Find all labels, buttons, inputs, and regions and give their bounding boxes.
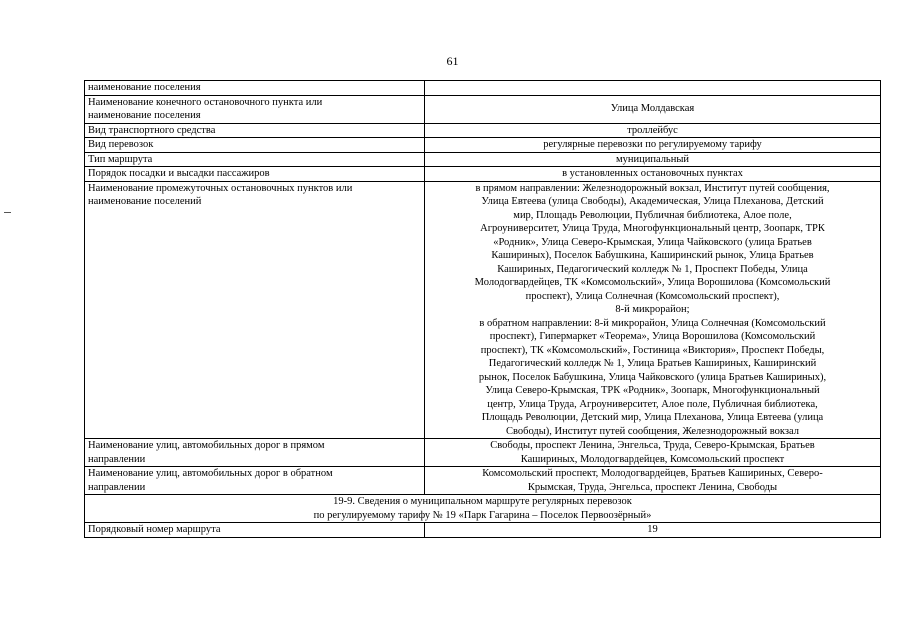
row-value xyxy=(425,95,881,123)
cell-line: Улица Евтеева (улица Свободы), Академическая, Улица Плеханова, Детский xyxy=(481,196,824,207)
table-row xyxy=(85,123,881,138)
cell-line: Тип маршрута xyxy=(88,153,153,165)
table-row xyxy=(85,138,881,153)
row-label: Порядковый номер маршрута xyxy=(85,523,425,538)
row-label xyxy=(85,181,425,439)
table-row xyxy=(85,181,881,439)
cell-line: Наименование промежуточных остановочных пунктов или xyxy=(88,182,353,194)
cell-line: Площадь Революции, Детский мир, Улица Плеханова, Улица Евтеева (улица xyxy=(481,412,824,423)
cell-line: Педагогический колледж № 1, Улица Братьев Кашириных, Каширинский xyxy=(488,358,817,369)
table-row xyxy=(85,467,881,495)
table-row xyxy=(85,152,881,167)
cell-line: Молодогвардейцев, ТК «Комсомольский», Улица Ворошилова (Комсомольский xyxy=(474,277,831,288)
cell-line: муниципальный xyxy=(615,153,690,165)
section-heading-row xyxy=(85,495,881,523)
cell-line: Комсомольский проспект, Молодогвардейцев, Братьев Кашириных, Северо- xyxy=(482,468,823,479)
table-row xyxy=(85,523,881,538)
route-info-table-body xyxy=(85,81,881,538)
row-label xyxy=(85,138,425,153)
route-number: 19 xyxy=(425,523,881,538)
section-heading xyxy=(85,495,881,523)
cell-line: Наименование улиц, автомобильных дорог в прямом xyxy=(88,440,325,451)
cell-line: Крымская, Труда, Энгельса, проспект Ленина, Свободы xyxy=(527,481,778,493)
cell-line: Наименование улиц, автомобильных дорог в обратном xyxy=(88,468,333,479)
margin-mark xyxy=(4,212,11,213)
cell-line: направлении xyxy=(88,453,146,465)
table-row xyxy=(85,439,881,467)
row-value xyxy=(425,181,881,439)
cell-line: проспект), ТК «Комсомольский», Гостиница «Виктория», Проспект Победы, xyxy=(480,344,825,356)
cell-line: в обратном направлении: 8-й микрорайон, Улица Солнечная (Комсомольский xyxy=(479,317,826,329)
cell-line: в прямом направлении: Железнодорожный вокзал, Институт путей сообщения, xyxy=(475,182,830,194)
row-value xyxy=(425,167,881,182)
cell-line: наименование поселения xyxy=(88,110,201,121)
cell-line: Свободы, проспект Ленина, Энгельса, Труда, Северо-Крымская, Братьев xyxy=(490,440,815,451)
cell-line: в установленных остановочных пунктах xyxy=(562,168,743,179)
cell-line: троллейбус xyxy=(627,124,678,136)
route-info-table xyxy=(84,80,881,538)
cell-line: 19-9. Сведения о муниципальном маршруте регулярных перевозок xyxy=(333,496,632,507)
table-row xyxy=(85,81,881,96)
row-label xyxy=(85,467,425,495)
row-label xyxy=(85,167,425,182)
cell-line: Улица Молдавская xyxy=(610,103,695,115)
cell-line: Кашириных, Педагогический колледж № 1, Проспект Победы, Улица xyxy=(497,263,808,275)
row-label xyxy=(85,439,425,467)
row-label xyxy=(85,95,425,123)
row-value xyxy=(425,138,881,153)
row-label xyxy=(85,152,425,167)
cell-line: Агроуниверситет, Улица Труда, Многофункциональный центр, Зоопарк, ТРК xyxy=(480,223,825,234)
cell-line: мир, Площадь Революции, Публичная библиотека, Алое поле, xyxy=(513,209,792,221)
cell-line: проспект), Улица Солнечная (Комсомольский проспект), xyxy=(525,290,780,302)
row-value xyxy=(425,123,881,138)
cell-line: рынок, Поселок Бабушкина, Улица Чайковского (улица Братьев Кашириных), xyxy=(478,371,827,383)
cell-line: Улица Северо-Крымская, ТРК «Родник», Зоопарк, Многофункциональный xyxy=(485,385,820,396)
row-value xyxy=(425,152,881,167)
table-row xyxy=(85,95,881,123)
cell-line: «Родник», Улица Северо-Крымская, Улица Чайковского (улица Братьев xyxy=(493,236,812,248)
cell-line: Порядок посадки и высадки пассажиров xyxy=(88,168,270,179)
cell-line: наименование поселений xyxy=(88,196,202,207)
cell-line: наименование поселения xyxy=(88,82,201,93)
cell-line: проспект), Гипермаркет «Теорема», Улица Ворошилова (Комсомольский xyxy=(489,331,816,342)
row-label xyxy=(85,81,425,96)
row-value xyxy=(425,439,881,467)
cell-line: Кашириных), Поселок Бабушкина, Каширинский рынок, Улица Братьев xyxy=(491,250,814,261)
cell-line: Вид перевозок xyxy=(88,139,154,150)
table-row xyxy=(85,167,881,182)
cell-line: Вид транспортного средства xyxy=(88,124,216,136)
cell-line: центр, Улица Труда, Агроуниверситет, Алое поле, Публичная библиотека, xyxy=(487,398,818,410)
cell-line: 8-й микрорайон; xyxy=(615,304,690,315)
cell-line: Наименование конечного остановочного пункта или xyxy=(88,96,323,108)
row-label xyxy=(85,123,425,138)
cell-line: Свободы), Институт путей сообщения, Железнодорожный вокзал xyxy=(505,425,799,437)
cell-line: направлении xyxy=(88,481,146,493)
page-number: 61 xyxy=(446,54,459,68)
row-value xyxy=(425,467,881,495)
cell-line: регулярные перевозки по регулируемому тарифу xyxy=(543,139,762,150)
row-value xyxy=(425,81,881,96)
cell-line: по регулируемому тарифу № 19 «Парк Гагарина – Поселок Первоозёрный» xyxy=(313,509,652,521)
cell-line: Кашириных, Молодогвардейцев, Комсомольский проспект xyxy=(520,453,785,465)
